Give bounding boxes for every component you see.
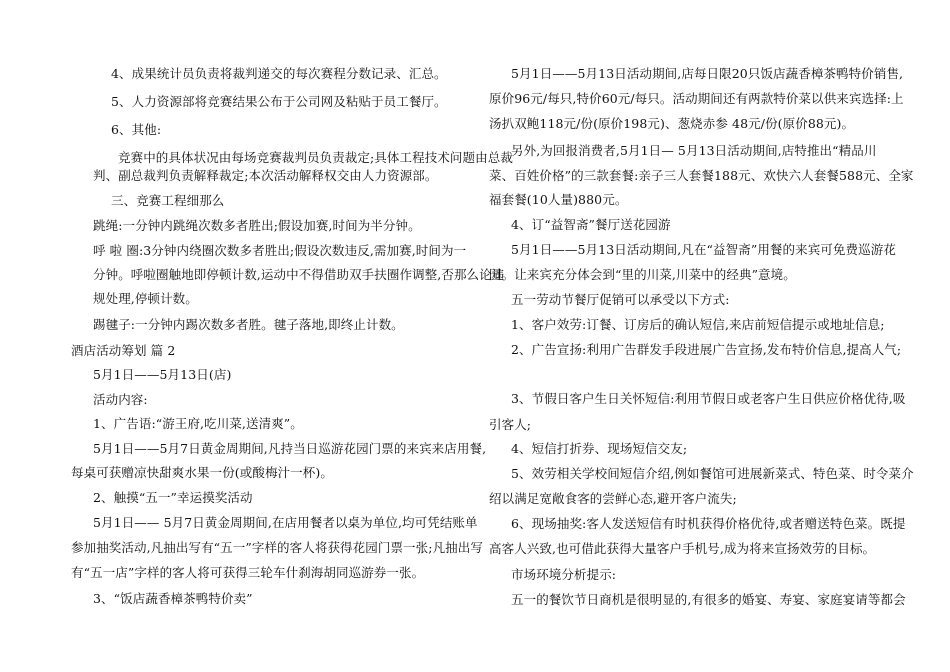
paragraph-line: 5月1日——5月13日活动期间,凡在“益智斋”用餐的来宾可免费巡游花 — [511, 242, 896, 257]
paragraph-line: 有“五一店”字样的客人将可获得三轮车什刹海胡同巡游券一张。 — [71, 565, 425, 580]
paragraph-line: 菜、百姓价格”的三款套餐:亲子三人套餐188元、欢快六人套餐588元、全家 — [489, 168, 914, 183]
paragraph-line: 5月1日——5月13日活动期间,店每日限20只饭店蔬香樟茶鸭特价销售, — [511, 66, 904, 81]
paragraph-line: 园。让来宾充分体会到“里的川菜,川菜中的经典”意境。 — [489, 267, 796, 282]
paragraph-line: 5月1日——5月13日(店) — [93, 367, 232, 382]
paragraph-line: 引客人; — [489, 417, 532, 432]
paragraph-line: 参加抽奖活动,凡抽出写有“五一”字样的客人将获得花园门票一张;凡抽出写 — [71, 540, 483, 555]
paragraph-line: 2、触摸“五一”幸运摸奖活动 — [93, 490, 253, 505]
paragraph-line: 4、订“益智斋”餐厅送花园游 — [511, 217, 671, 232]
paragraph-line: 1、广告语:“游王府,吃川菜,送清爽”。 — [93, 416, 303, 431]
paragraph-line: 5、人力资源部将竞赛结果公布于公司网及粘贴于员工餐厅。 — [111, 94, 447, 109]
paragraph-line: 五一的餐饮节日商机是很明显的,有很多的婚宴、寿宴、家庭宴请等都会 — [511, 592, 906, 607]
paragraph-line: 3、节假日客户生日关怀短信:利用节假日或老客户生日供应价格优待,吸 — [511, 391, 906, 406]
paragraph-line: 高客人兴致,也可借此获得大量客户手机号,成为将来宣扬效劳的目标。 — [489, 541, 876, 556]
paragraph-line: 6、其他: — [111, 122, 162, 137]
section-heading: 三、竞赛工程细那么 — [111, 193, 225, 208]
paragraph-line: 跳绳:一分钟内跳绳次数多者胜出;假设加赛,时间为半分钟。 — [93, 218, 421, 233]
paragraph-line: 每桌可获赠凉快甜爽水果一份(或酸梅汁一杯)。 — [71, 465, 333, 480]
paragraph-line: 另外,为回报消费者,5月1日— 5月13日活动期间,店特推出“精品川 — [511, 143, 877, 158]
paragraph-line: 汤扒双鲍118元/份(原价198元)、葱烧赤参 48元/份(原价88元)。 — [489, 116, 855, 131]
paragraph-line: 呼 啦 圈:3分钟内绕圈次数多者胜出;假设次数违反,需加赛,时间为一 — [93, 243, 467, 258]
paragraph-line: 竞赛中的具体状况由每场竞赛裁判员负责裁定;具体工程技术问题由总裁 — [118, 150, 513, 165]
paragraph-line: 5、效劳相关学校间短信介绍,例如餐馆可进展新菜式、特色菜、时令菜介 — [511, 466, 914, 481]
paragraph-line: 5月1日——5月7日黄金周期间,凡持当日巡游花园门票的来宾来店用餐, — [93, 441, 487, 456]
paragraph-line: 1、客户效劳:订餐、订房后的确认短信,来店前短信提示或地址信息; — [511, 317, 885, 332]
paragraph-line: 原价96元/每只,特价60元/每只。活动期间还有两款特价菜以供来宾选择:上 — [489, 91, 904, 106]
paragraph-line: 市场环境分析提示: — [511, 567, 617, 582]
paragraph-line: 2、广告宣扬:利用广告群发手段进展广告宣扬,发布特价信息,提高人气; — [511, 342, 902, 357]
paragraph-line: 踢毽子:一分钟内踢次数多者胜。毽子落地,即终止计数。 — [93, 317, 404, 332]
paragraph-line: 活动内容: — [93, 392, 148, 407]
paragraph-line: 3、“饭店蔬香樟茶鸭特价卖” — [93, 591, 253, 606]
paragraph-line: 判、副总裁判负责解释裁定;本次活动解释权交由人力资源部。 — [93, 168, 438, 183]
paragraph-line: 绍以满足宽敞食客的尝鲜心态,避开客户流失; — [489, 491, 737, 506]
paragraph-line: 5月1日—— 5月7日黄金周期间,在店用餐者以桌为单位,均可凭结账单 — [93, 515, 478, 530]
paragraph-line: 福套餐(10人量)880元。 — [489, 192, 628, 207]
article-heading: 酒店活动筹划 篇 2 — [71, 343, 176, 358]
paragraph-line: 6、现场抽奖:客人发送短信有时机获得价格优待,或者赠送特色菜。既提 — [511, 516, 906, 531]
paragraph-line: 五一劳动节餐厅促销可以承受以下方式: — [511, 292, 730, 307]
paragraph-line: 分钟。呼啦圈触地即停顿计数,运动中不得借助双手扶圈作调整,否那么论违 — [93, 267, 505, 282]
paragraph-line: 4、短信打折券、现场短信交友; — [511, 441, 688, 456]
paragraph-line: 规处理,停顿计数。 — [93, 291, 198, 306]
paragraph-line: 4、成果统计员负责将裁判递交的每次赛程分数记录、汇总。 — [111, 66, 447, 81]
